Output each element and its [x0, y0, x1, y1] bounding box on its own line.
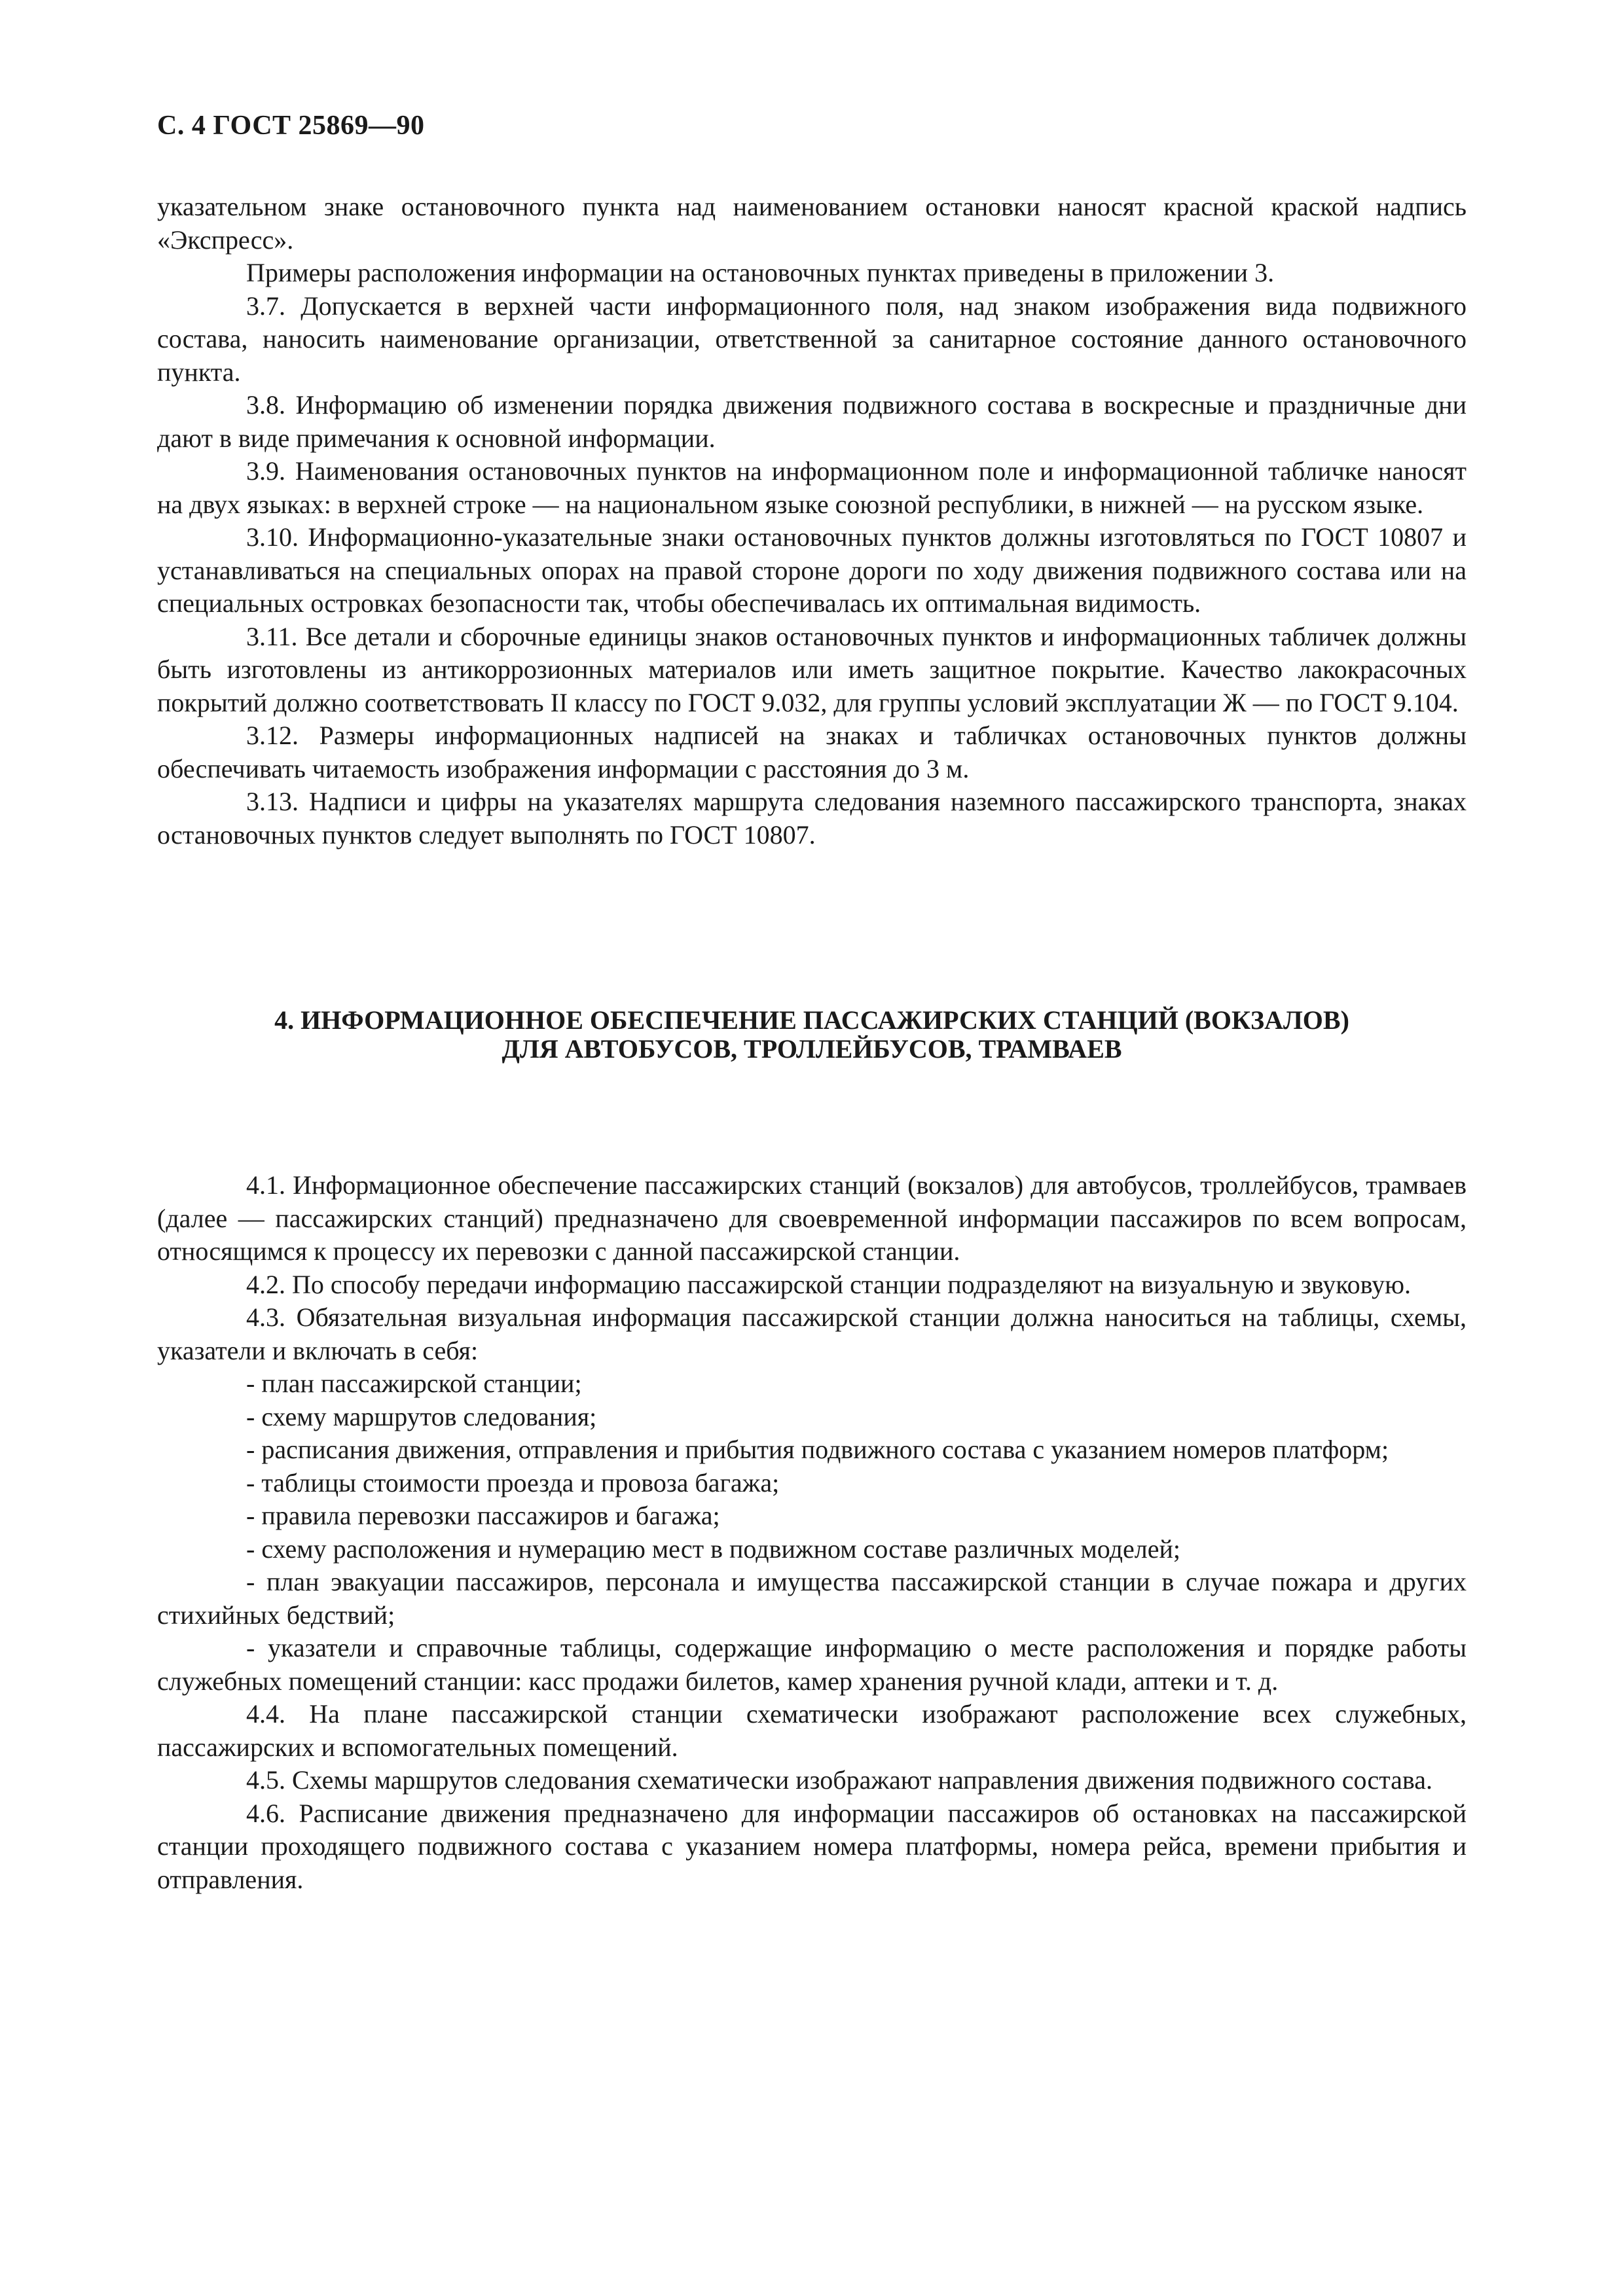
clause-4-6: 4.6. Расписание движения предназначено для информации пассажиров об остановках на пассажирской станции проходящего подвижного состава с указанием номера платформы, номера рейса, времени прибытия и отправления. — [157, 1798, 1467, 1894]
clause-4-2: 4.2. По способу передачи информацию пассажирской станции подразделяют на визуальную и звуковую. — [246, 1269, 1412, 1299]
list-item: - расписания движения, отправления и прибытия подвижного состава с указанием номеров платформ; — [246, 1435, 1389, 1464]
list-item: - правила перевозки пассажиров и багажа; — [246, 1501, 720, 1530]
clause-3-12: 3.12. Размеры информационных надписей на знаках и табличках остановочных пунктов должны обеспечивать читаемость изображения информации с расстояния до 3 м. — [157, 721, 1467, 783]
section-3-continuation — [157, 190, 1467, 852]
section-heading-line-2: ДЛЯ АВТОБУСОВ, ТРОЛЛЕЙБУСОВ, ТРАМВАЕВ — [501, 1034, 1122, 1064]
list-item: - план эвакуации пассажиров, персонала и имущества пассажирской станции в случае пожара и других стихийных бедствий; — [157, 1567, 1467, 1630]
paragraph: Примеры расположения информации на остановочных пунктах приведены в приложении 3. — [246, 258, 1275, 287]
clause-3-9: 3.9. Наименования остановочных пунктов на информационном поле и информационной табличке наносят на двух языках: в верхней строке — на национальном языке союзной республики, в нижней — на русском языке. — [157, 456, 1467, 519]
list-item: - план пассажирской станции; — [246, 1369, 582, 1398]
clause-4-1: 4.1. Информационное обеспечение пассажирских станций (вокзалов) для автобусов, троллейбусов, трамваев (далее — пассажирских станций) предназначено для своевременной информации пассажиров по всем вопросам, относящимся к процессу их перевозки с данной пассажирской станции. — [157, 1170, 1467, 1266]
clause-4-4: 4.4. На плане пассажирской станции схематически изображают расположение всех служебных, пассажирских и вспомогательных помещений. — [157, 1699, 1467, 1762]
clause-3-13: 3.13. Надписи и цифры на указателях маршрута следования наземного пассажирского транспорта, знаках остановочных пунктов следует выполнять по ГОСТ 10807. — [157, 787, 1467, 850]
clause-4-5: 4.5. Схемы маршрутов следования схематически изображают направления движения подвижного состава. — [246, 1765, 1433, 1795]
page-header: С. 4 ГОСТ 25869—90 — [157, 111, 425, 141]
clause-3-10: 3.10. Информационно-указательные знаки остановочных пунктов должны изготовляться по ГОСТ 10807 и устанавливаться на специальных опорах на правой стороне дороги по ходу движения подвижного состава или на специальных островках безопасности так, чтобы обеспечивалась их оптимальная видимость. — [157, 522, 1467, 618]
clause-4-3: 4.3. Обязательная визуальная информация пассажирской станции должна наноситься на таблицы, схемы, указатели и включать в себя: — [157, 1302, 1467, 1365]
paragraph: указательном знаке остановочного пункта над наименованием остановки наносят красной краской надпись «Экспресс». — [157, 192, 1467, 255]
clause-3-8: 3.8. Информацию об изменении порядка движения подвижного состава в воскресные и праздничные дни дают в виде примечания к основной информации. — [157, 390, 1467, 453]
clause-3-7: 3.7. Допускается в верхней части информационного поля, над знаком изображения вида подвижного состава, наносить наименование организации, ответственной за санитарное состояние данного остановочного пункта. — [157, 291, 1467, 387]
list-item: - схему маршрутов следования; — [246, 1401, 597, 1431]
section-heading-line-1: 4. ИНФОРМАЦИОННОЕ ОБЕСПЕЧЕНИЕ ПАССАЖИРСКИХ СТАНЦИЙ (ВОКЗАЛОВ) — [274, 1005, 1349, 1035]
section-4-heading — [157, 1006, 1467, 1064]
list-item: - указатели и справочные таблицы, содержащие информацию о месте расположения и порядке работы служебных помещений станции: касс продажи билетов, камер хранения ручной клади, аптеки и т. д. — [157, 1633, 1467, 1696]
clause-3-11: 3.11. Все детали и сборочные единицы знаков остановочных пунктов и информационных табличек должны быть изготовлены из антикоррозионных материалов или иметь защитное покрытие. Качество лакокрасочных покрытий должно соответствовать II классу по ГОСТ 9.032, для группы условий эксплуатации Ж — по ГОСТ 9.104. — [157, 621, 1467, 717]
list-item: - схему расположения и нумерацию мест в подвижном составе различных моделей; — [246, 1534, 1180, 1564]
list-item: - таблицы стоимости проезда и провоза багажа; — [246, 1467, 780, 1498]
section-4-body — [157, 1169, 1467, 1896]
